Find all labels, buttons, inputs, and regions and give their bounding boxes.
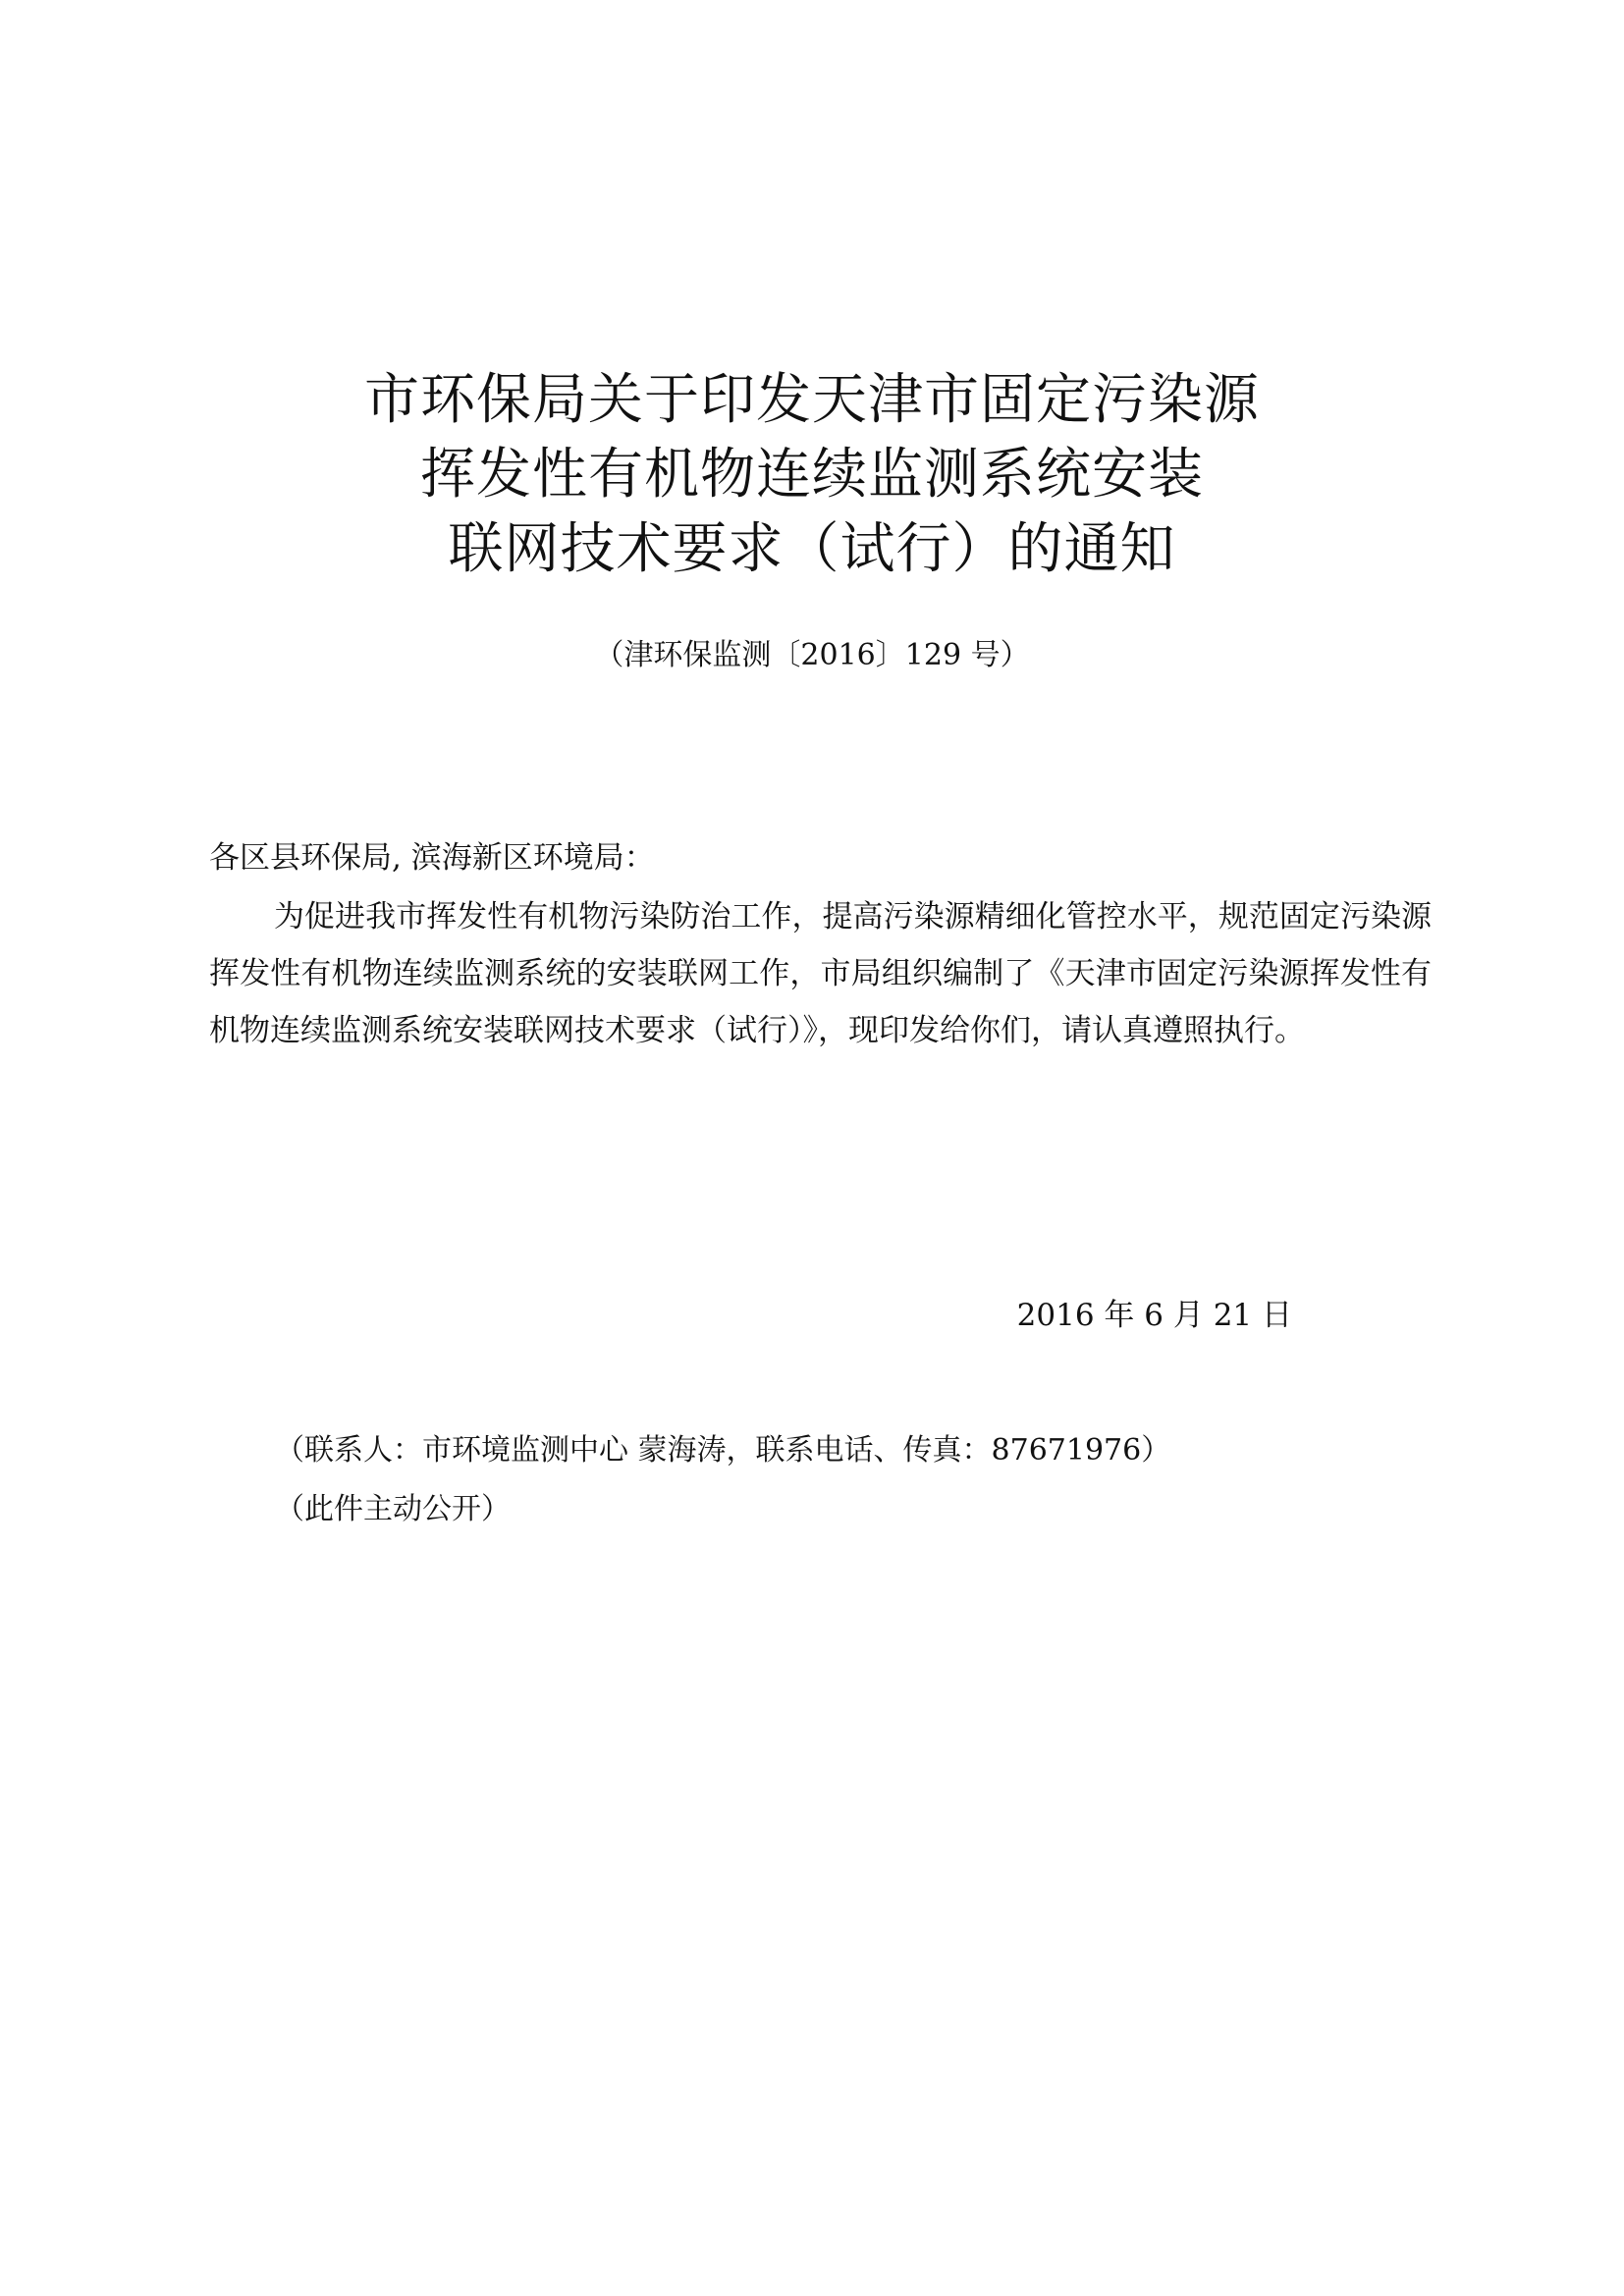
title-line-2: 挥发性有机物连续监测系统安装 [420,443,1204,507]
publicity-note: （此件主动公开） [275,1492,511,1526]
body-paragraph: 为促进我市挥发性有机物污染防治工作，提高污染源精细化管控水平，规范固定污染源挥发性有机物连续监测系统的安装联网工作，市局组织编制了《天津市固定污染源挥发性有机物连续监测系统安装联网技术要求（试行）》，现印发给你们，请认真遵照执行。 [209,899,1432,1048]
document-number: （津环保监测〔2016〕129 号） [594,638,1030,672]
contact-info: （联系人：市环境监测中心 蒙海涛，联系电话、传真：87671976） [275,1433,1171,1468]
title-line-1: 市环保局关于印发天津市固定污染源 [364,368,1260,432]
salutation: 各区县环保局, 滨海新区环境局： [209,840,655,876]
issue-date: 2016 年 6 月 21 日 [1016,1298,1292,1333]
title-line-3: 联网技术要求（试行）的通知 [448,517,1176,581]
document-title [0,363,1624,587]
